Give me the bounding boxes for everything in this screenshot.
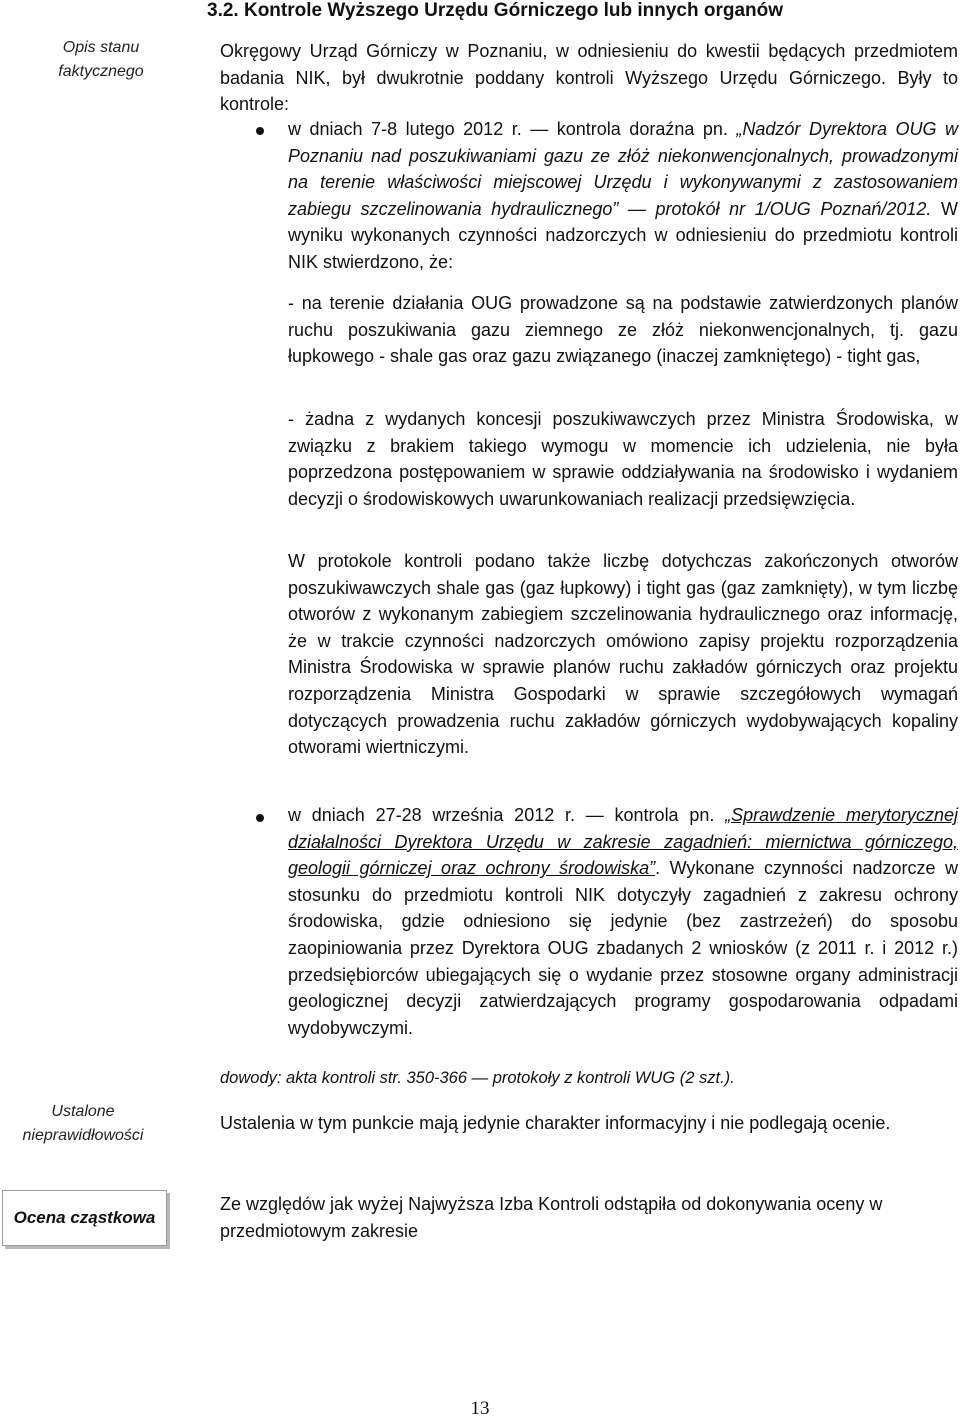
ocena-text: Ze względów jak wyżej Najwyższa Izba Kontroli odstąpiła od dokonywania oceny w przedmiotowym zakresie [220,1194,883,1241]
bullet-dot [256,127,264,135]
page-number: 13 [470,1398,490,1419]
protocol-paragraph: W protokole kontroli podano także liczbę dotychczas zakończonych otworów poszukiwawczych shale gas (gaz łupkowy) i tight gas (gaz zamknięty), w tym liczbę otworów z wykonanym zabiegiem szczelinowania hydraulicznego oraz informację, że w trakcie czynności nadzorczych omówiono zapisy projektu rozporządzenia Ministra Środowiska w sprawie planów ruchu zakładów górniczych oraz projektu rozporządzenia Ministra Gospodarki w sprawie szczegółowych wymagań dotyczących prowadzenia ruchu zakładów górniczych wydobywających kopaliny otworami wiertniczymi. [288,551,958,758]
dash-item-1: - na terenie działania OUG prowadzone są na podstawie zatwierdzonych planów ruchu poszukiwania gazu ziemnego ze złóż niekonwencjonalnych, tj. gazu łupkowego - shale gas oraz gazu związanego (inaczej zamkniętego) - tight gas, [288,293,958,367]
bullet-1-prefix: w dniach 7-8 lutego 2012 r. — kontrola doraźna pn. [288,119,737,139]
ocena-czastkowa-label: Ocena cząstkowa [13,1208,156,1227]
ocena-czastkowa-box [2,1190,167,1246]
evidence-note: dowody: akta kontroli str. 350-366 — protokoły z kontroli WUG (2 szt.). [220,1069,735,1087]
bullet-item-2 [288,802,958,1041]
bullet-2-prefix: w dniach 27-28 września 2012 r. — kontrola pn. [288,805,726,825]
section-heading: 3.2. Kontrole Wyższego Urzędu Górniczego lub innych organów [207,0,784,21]
bullet-dot [256,814,264,822]
bullet-2-title: „Sprawdzenie merytorycznej działalności Dyrektora Urzędu w zakresie zagadnień: miernictwa górniczego, geologii górniczej oraz ochrony środowiska” [288,805,958,879]
intro-paragraph: Okręgowy Urząd Górniczy w Poznaniu, w odniesieniu do kwestii będących przedmiotem badania NIK, był dwukrotnie poddany kontroli Wyższego Urzędu Górniczego. Były to kontrole: [220,41,958,115]
bullet-2-rest: . Wykonane czynności nadzorcze w stosunku do przedmiotu kontroli NIK dotyczyły zagadnień z zakresu ochrony środowiska, gdzie odniesiono się jedynie (bez zastrzeżeń) do sposobu zaopiniowania przez Dyrektora OUG zbadanych 2 wniosków (z 2011 r. i 2012 r.) przedsiębiorców ubiegających się o wydanie przez stosowne organy administracji geologicznej decyzji zatwierdzających programy gospodarowania odpadami wydobywczymi. [288,858,959,1038]
bullet-item-1 [288,116,958,276]
bullet-1-rest: W wyniku wykonanych czynności nadzorczych w odniesieniu do przedmiotu kontroli NIK stwierdzono, że: [288,198,958,272]
side-label-ustalone: Ustalone nieprawidłowości [22,1103,144,1144]
findings-text: Ustalenia w tym punkcie mają jedynie charakter informacyjny i nie podlegają ocenie. [220,1113,891,1133]
bullet-1-title: „Nadzór Dyrektora OUG w Poznaniu nad poszukiwaniami gazu ze złóż niekonwencjonalnych, prowadzonymi na terenie właściwości miejscowej Urzędu i wykonywanymi z zastosowaniem zabiegu szczelinowania hydraulicznego” — protokół nr 1/OUG Poznań/2012. [288,119,958,219]
dash-item-2: - żadna z wydanych koncesji poszukiwawczych przez Ministra Środowiska, w związku z brakiem takiego wymogu w momencie ich udzielenia, nie była poprzedzona postępowaniem w sprawie oddziaływania na środowisko i wydaniem decyzji o środowiskowych uwarunkowaniach realizacji przedsięwzięcia. [288,409,958,509]
side-label-opis: Opis stanu faktycznego [58,39,144,80]
